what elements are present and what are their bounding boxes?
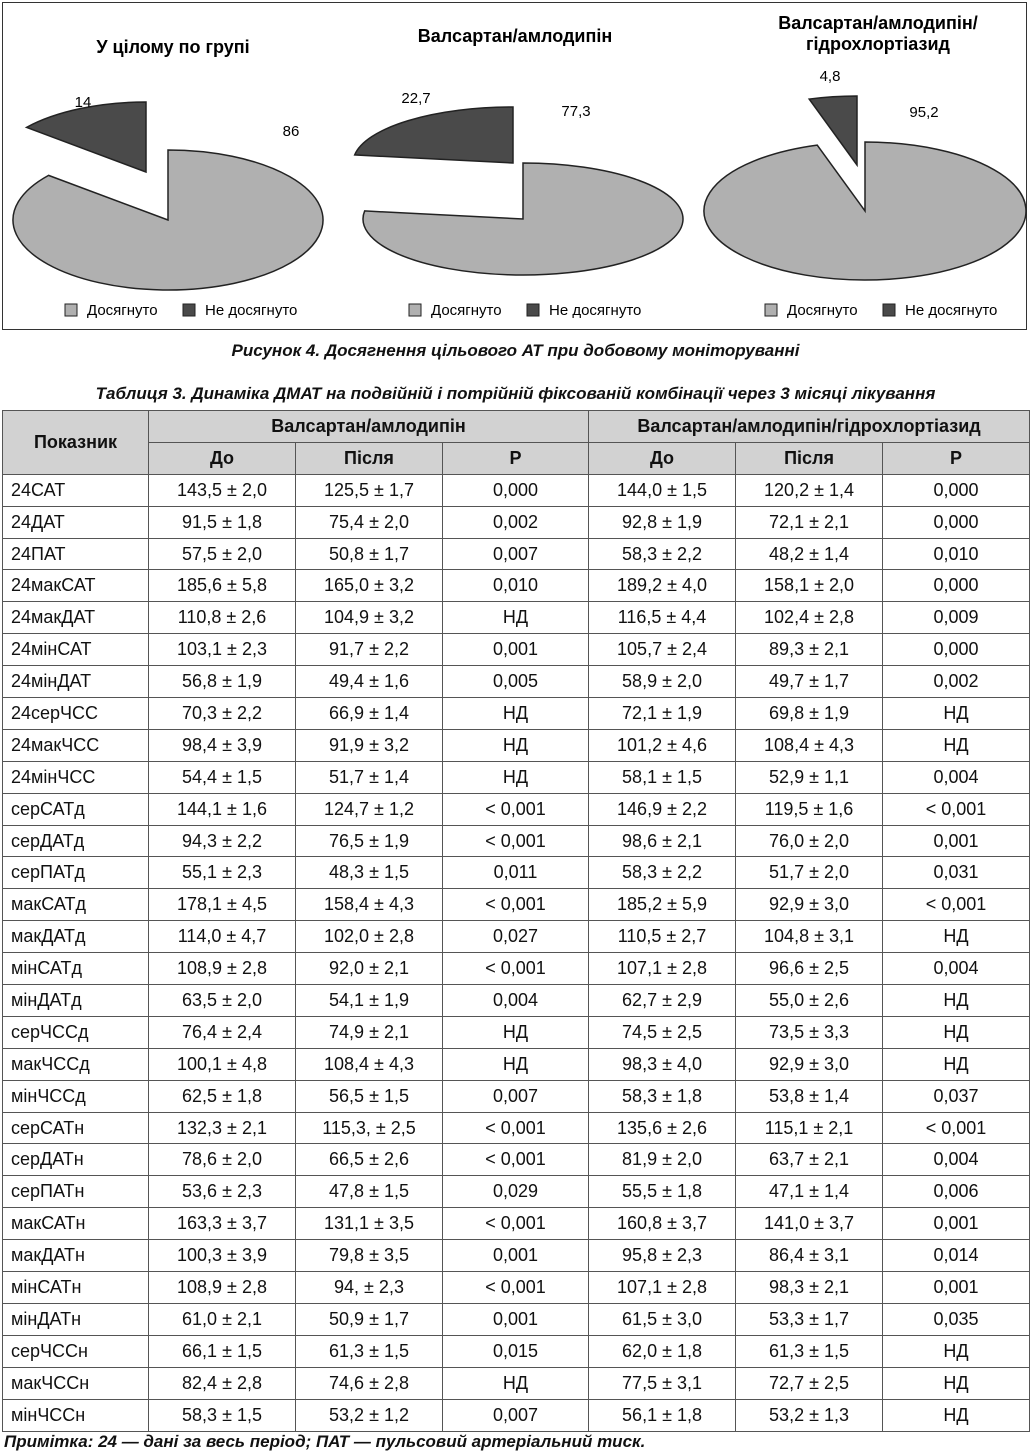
cell-before-2: 146,9 ± 2,2 <box>589 793 736 825</box>
cell-after-1: 131,1 ± 3,5 <box>296 1208 443 1240</box>
cell-p-2: НД <box>883 985 1030 1017</box>
table-row <box>3 825 1030 857</box>
legend-swatch <box>883 304 895 316</box>
cell-row-label: мінЧССд <box>3 1080 149 1112</box>
pie-data-label: 95,2 <box>909 104 939 121</box>
table-row <box>3 1048 1030 1080</box>
cell-after-2: 72,7 ± 2,5 <box>736 1367 883 1399</box>
pie-data-label: 77,3 <box>561 103 591 120</box>
cell-p-2: 0,000 <box>883 570 1030 602</box>
cell-row-label: 24макСАТ <box>3 570 149 602</box>
cell-after-1: 104,9 ± 3,2 <box>296 602 443 634</box>
cell-row-label: серЧССн <box>3 1335 149 1367</box>
cell-p-2: НД <box>883 1048 1030 1080</box>
pie-title: Валсартан/амлодипін/ <box>778 13 978 33</box>
cell-p-1: НД <box>443 761 589 793</box>
cell-before-1: 53,6 ± 2,3 <box>149 1176 296 1208</box>
cell-p-1: НД <box>443 1048 589 1080</box>
cell-before-1: 108,9 ± 2,8 <box>149 1272 296 1304</box>
cell-after-1: 74,6 ± 2,8 <box>296 1367 443 1399</box>
cell-after-1: 50,8 ± 1,7 <box>296 538 443 570</box>
table-row <box>3 1144 1030 1176</box>
cell-before-2: 72,1 ± 1,9 <box>589 698 736 730</box>
cell-after-1: 74,9 ± 2,1 <box>296 1016 443 1048</box>
cell-before-1: 58,3 ± 1,5 <box>149 1399 296 1431</box>
header-group-2: Валсартан/амлодипін/гідрохлортіазид <box>589 411 1030 443</box>
cell-p-1: 0,004 <box>443 985 589 1017</box>
cell-p-1: НД <box>443 1016 589 1048</box>
cell-before-1: 163,3 ± 3,7 <box>149 1208 296 1240</box>
cell-row-label: макСАТд <box>3 889 149 921</box>
legend-swatch <box>183 304 195 316</box>
cell-before-1: 76,4 ± 2,4 <box>149 1016 296 1048</box>
cell-before-2: 56,1 ± 1,8 <box>589 1399 736 1431</box>
cell-after-1: 48,3 ± 1,5 <box>296 857 443 889</box>
cell-p-2: < 0,001 <box>883 889 1030 921</box>
table-row <box>3 1112 1030 1144</box>
cell-p-2: 0,001 <box>883 1272 1030 1304</box>
cell-p-1: < 0,001 <box>443 889 589 921</box>
cell-before-2: 81,9 ± 2,0 <box>589 1144 736 1176</box>
cell-before-1: 63,5 ± 2,0 <box>149 985 296 1017</box>
cell-row-label: серЧССд <box>3 1016 149 1048</box>
cell-before-1: 70,3 ± 2,2 <box>149 698 296 730</box>
cell-p-1: < 0,001 <box>443 1272 589 1304</box>
table-row <box>3 761 1030 793</box>
table-row <box>3 1240 1030 1272</box>
cell-before-1: 91,5 ± 1,8 <box>149 506 296 538</box>
subheader-after-2: Після <box>736 442 883 474</box>
cell-row-label: 24мінСАТ <box>3 634 149 666</box>
cell-after-1: 53,2 ± 1,2 <box>296 1399 443 1431</box>
cell-before-1: 54,4 ± 1,5 <box>149 761 296 793</box>
cell-row-label: серДАТд <box>3 825 149 857</box>
cell-before-1: 61,0 ± 2,1 <box>149 1303 296 1335</box>
cell-p-2: 0,004 <box>883 761 1030 793</box>
cell-before-2: 62,0 ± 1,8 <box>589 1335 736 1367</box>
cell-row-label: макЧССн <box>3 1367 149 1399</box>
table-row <box>3 570 1030 602</box>
cell-p-1: 0,027 <box>443 921 589 953</box>
cell-before-2: 144,0 ± 1,5 <box>589 474 736 506</box>
cell-before-2: 101,2 ± 4,6 <box>589 729 736 761</box>
pie-slice-not-achieved <box>355 107 513 163</box>
cell-after-2: 53,2 ± 1,3 <box>736 1399 883 1431</box>
cell-row-label: макДАТн <box>3 1240 149 1272</box>
cell-after-2: 53,8 ± 1,4 <box>736 1080 883 1112</box>
pie-slice-achieved <box>13 150 323 290</box>
cell-after-2: 96,6 ± 2,5 <box>736 953 883 985</box>
cell-before-1: 62,5 ± 1,8 <box>149 1080 296 1112</box>
cell-after-2: 102,4 ± 2,8 <box>736 602 883 634</box>
cell-after-1: 75,4 ± 2,0 <box>296 506 443 538</box>
cell-before-2: 110,5 ± 2,7 <box>589 921 736 953</box>
cell-row-label: мінСАТн <box>3 1272 149 1304</box>
cell-before-2: 58,1 ± 1,5 <box>589 761 736 793</box>
cell-before-1: 110,8 ± 2,6 <box>149 602 296 634</box>
table-row <box>3 698 1030 730</box>
cell-before-1: 78,6 ± 2,0 <box>149 1144 296 1176</box>
table-row <box>3 1080 1030 1112</box>
cell-row-label: серСАТн <box>3 1112 149 1144</box>
cell-p-1: 0,010 <box>443 570 589 602</box>
subheader-before-2: До <box>589 442 736 474</box>
cell-after-2: 92,9 ± 3,0 <box>736 1048 883 1080</box>
cell-after-1: 115,3, ± 2,5 <box>296 1112 443 1144</box>
header-group-1: Валсартан/амлодипін <box>149 411 589 443</box>
pie-slice-achieved <box>363 163 683 275</box>
table-footnote: Примітка: 24 — дані за весь період; ПАТ — пульсовий артеріальний тиск. <box>4 1432 646 1451</box>
legend-label: Досягнуто <box>87 302 158 319</box>
cell-p-1: < 0,001 <box>443 825 589 857</box>
cell-before-1: 103,1 ± 2,3 <box>149 634 296 666</box>
cell-after-1: 61,3 ± 1,5 <box>296 1335 443 1367</box>
cell-before-1: 144,1 ± 1,6 <box>149 793 296 825</box>
pie-slice-achieved <box>704 142 1026 280</box>
cell-p-1: 0,000 <box>443 474 589 506</box>
cell-p-2: 0,035 <box>883 1303 1030 1335</box>
legend-swatch <box>65 304 77 316</box>
cell-before-1: 185,6 ± 5,8 <box>149 570 296 602</box>
table-row <box>3 793 1030 825</box>
cell-before-2: 77,5 ± 3,1 <box>589 1367 736 1399</box>
table-row <box>3 1399 1030 1431</box>
cell-row-label: макДАТд <box>3 921 149 953</box>
figure-panel <box>2 2 1027 330</box>
cell-after-1: 92,0 ± 2,1 <box>296 953 443 985</box>
cell-after-2: 141,0 ± 3,7 <box>736 1208 883 1240</box>
cell-row-label: серПАТд <box>3 857 149 889</box>
cell-row-label: 24мінДАТ <box>3 666 149 698</box>
cell-after-2: 115,1 ± 2,1 <box>736 1112 883 1144</box>
table-row <box>3 602 1030 634</box>
cell-p-2: НД <box>883 1399 1030 1431</box>
cell-p-1: < 0,001 <box>443 1112 589 1144</box>
cell-before-1: 132,3 ± 2,1 <box>149 1112 296 1144</box>
table-caption: Таблиця 3. Динаміка ДМАТ на подвійній і потрійній фіксованій комбінації через 3 місяці лікування <box>95 384 936 403</box>
results-table <box>2 410 1030 1432</box>
cell-after-2: 76,0 ± 2,0 <box>736 825 883 857</box>
table-row <box>3 953 1030 985</box>
cell-row-label: 24макЧСС <box>3 729 149 761</box>
subheader-after-1: Після <box>296 442 443 474</box>
cell-row-label: макСАТн <box>3 1208 149 1240</box>
cell-row-label: 24ДАТ <box>3 506 149 538</box>
cell-after-2: 47,1 ± 1,4 <box>736 1176 883 1208</box>
cell-before-1: 108,9 ± 2,8 <box>149 953 296 985</box>
cell-before-2: 58,9 ± 2,0 <box>589 666 736 698</box>
cell-p-2: 0,000 <box>883 506 1030 538</box>
cell-before-1: 114,0 ± 4,7 <box>149 921 296 953</box>
cell-after-2: 51,7 ± 2,0 <box>736 857 883 889</box>
cell-before-2: 58,3 ± 2,2 <box>589 857 736 889</box>
cell-p-2: 0,002 <box>883 666 1030 698</box>
table-row <box>3 634 1030 666</box>
cell-before-1: 100,3 ± 3,9 <box>149 1240 296 1272</box>
pie-data-label: 14 <box>74 94 92 111</box>
cell-before-1: 100,1 ± 4,8 <box>149 1048 296 1080</box>
cell-after-2: 104,8 ± 3,1 <box>736 921 883 953</box>
cell-after-1: 56,5 ± 1,5 <box>296 1080 443 1112</box>
cell-after-2: 49,7 ± 1,7 <box>736 666 883 698</box>
cell-after-2: 55,0 ± 2,6 <box>736 985 883 1017</box>
table-row <box>3 1335 1030 1367</box>
cell-p-2: 0,000 <box>883 634 1030 666</box>
cell-after-1: 51,7 ± 1,4 <box>296 761 443 793</box>
subheader-before-1: До <box>149 442 296 474</box>
legend-swatch <box>527 304 539 316</box>
cell-after-1: 125,5 ± 1,7 <box>296 474 443 506</box>
cell-p-1: НД <box>443 698 589 730</box>
cell-after-1: 124,7 ± 1,2 <box>296 793 443 825</box>
pie-charts-figure <box>3 3 1028 331</box>
cell-before-1: 66,1 ± 1,5 <box>149 1335 296 1367</box>
cell-p-2: 0,037 <box>883 1080 1030 1112</box>
cell-p-1: 0,001 <box>443 1303 589 1335</box>
pie-data-label: 4,8 <box>819 68 841 85</box>
cell-before-2: 58,3 ± 2,2 <box>589 538 736 570</box>
legend-label: Досягнуто <box>787 302 858 319</box>
cell-after-1: 66,9 ± 1,4 <box>296 698 443 730</box>
cell-before-1: 178,1 ± 4,5 <box>149 889 296 921</box>
cell-after-1: 91,9 ± 3,2 <box>296 729 443 761</box>
cell-before-2: 62,7 ± 2,9 <box>589 985 736 1017</box>
cell-p-2: 0,014 <box>883 1240 1030 1272</box>
cell-row-label: 24макДАТ <box>3 602 149 634</box>
cell-after-2: 98,3 ± 2,1 <box>736 1272 883 1304</box>
cell-p-1: < 0,001 <box>443 953 589 985</box>
cell-p-1: 0,002 <box>443 506 589 538</box>
pie-data-label: 86 <box>282 123 300 140</box>
cell-p-2: 0,010 <box>883 538 1030 570</box>
cell-after-1: 47,8 ± 1,5 <box>296 1176 443 1208</box>
cell-before-2: 185,2 ± 5,9 <box>589 889 736 921</box>
legend-swatch <box>409 304 421 316</box>
cell-before-1: 56,8 ± 1,9 <box>149 666 296 698</box>
legend-label: Не досягнуто <box>549 302 642 319</box>
cell-before-1: 55,1 ± 2,3 <box>149 857 296 889</box>
cell-row-label: мінСАТд <box>3 953 149 985</box>
cell-row-label: серСАТд <box>3 793 149 825</box>
cell-p-1: НД <box>443 1367 589 1399</box>
cell-before-2: 55,5 ± 1,8 <box>589 1176 736 1208</box>
cell-p-2: НД <box>883 1335 1030 1367</box>
cell-after-1: 108,4 ± 4,3 <box>296 1048 443 1080</box>
cell-p-2: 0,001 <box>883 825 1030 857</box>
cell-after-2: 92,9 ± 3,0 <box>736 889 883 921</box>
cell-after-1: 79,8 ± 3,5 <box>296 1240 443 1272</box>
cell-before-2: 105,7 ± 2,4 <box>589 634 736 666</box>
cell-before-2: 160,8 ± 3,7 <box>589 1208 736 1240</box>
table-row <box>3 1176 1030 1208</box>
cell-before-2: 92,8 ± 1,9 <box>589 506 736 538</box>
cell-before-2: 74,5 ± 2,5 <box>589 1016 736 1048</box>
cell-row-label: 24мінЧСС <box>3 761 149 793</box>
table-row <box>3 921 1030 953</box>
table-row <box>3 729 1030 761</box>
cell-before-2: 107,1 ± 2,8 <box>589 1272 736 1304</box>
cell-p-1: 0,007 <box>443 1080 589 1112</box>
cell-row-label: серПАТн <box>3 1176 149 1208</box>
pie-title: У цілому по групі <box>96 37 250 57</box>
table-body <box>3 474 1030 1431</box>
cell-p-2: НД <box>883 729 1030 761</box>
cell-p-1: 0,007 <box>443 1399 589 1431</box>
cell-after-2: 89,3 ± 2,1 <box>736 634 883 666</box>
cell-row-label: 24ПАТ <box>3 538 149 570</box>
legend-label: Досягнуто <box>431 302 502 319</box>
cell-row-label: мінДАТн <box>3 1303 149 1335</box>
table-row <box>3 1303 1030 1335</box>
cell-before-1: 82,4 ± 2,8 <box>149 1367 296 1399</box>
cell-p-1: 0,029 <box>443 1176 589 1208</box>
cell-p-2: НД <box>883 698 1030 730</box>
cell-after-1: 165,0 ± 3,2 <box>296 570 443 602</box>
table-row <box>3 1272 1030 1304</box>
table-row <box>3 985 1030 1017</box>
cell-row-label: мінДАТд <box>3 985 149 1017</box>
table-row <box>3 538 1030 570</box>
cell-after-2: 63,7 ± 2,1 <box>736 1144 883 1176</box>
table-row <box>3 1367 1030 1399</box>
cell-row-label: мінЧССн <box>3 1399 149 1431</box>
table-row <box>3 506 1030 538</box>
cell-row-label: серДАТн <box>3 1144 149 1176</box>
cell-p-2: 0,009 <box>883 602 1030 634</box>
cell-after-2: 120,2 ± 1,4 <box>736 474 883 506</box>
cell-p-2: 0,004 <box>883 1144 1030 1176</box>
pie-slice-not-achieved <box>27 102 146 172</box>
cell-before-2: 98,3 ± 4,0 <box>589 1048 736 1080</box>
cell-after-1: 66,5 ± 2,6 <box>296 1144 443 1176</box>
cell-before-1: 143,5 ± 2,0 <box>149 474 296 506</box>
cell-before-1: 57,5 ± 2,0 <box>149 538 296 570</box>
cell-after-1: 49,4 ± 1,6 <box>296 666 443 698</box>
cell-p-1: 0,015 <box>443 1335 589 1367</box>
cell-p-2: 0,006 <box>883 1176 1030 1208</box>
table-row <box>3 889 1030 921</box>
cell-after-2: 61,3 ± 1,5 <box>736 1335 883 1367</box>
cell-row-label: макЧССд <box>3 1048 149 1080</box>
cell-p-2: НД <box>883 921 1030 953</box>
subheader-p-2: P <box>883 442 1030 474</box>
cell-after-2: 52,9 ± 1,1 <box>736 761 883 793</box>
cell-p-1: 0,001 <box>443 1240 589 1272</box>
cell-before-1: 98,4 ± 3,9 <box>149 729 296 761</box>
cell-p-1: 0,001 <box>443 634 589 666</box>
table-row <box>3 474 1030 506</box>
pie-title: Валсартан/амлодипін <box>417 26 613 46</box>
cell-after-1: 50,9 ± 1,7 <box>296 1303 443 1335</box>
cell-after-2: 73,5 ± 3,3 <box>736 1016 883 1048</box>
cell-row-label: 24САТ <box>3 474 149 506</box>
cell-p-2: 0,001 <box>883 1208 1030 1240</box>
cell-p-1: 0,005 <box>443 666 589 698</box>
legend-label: Не досягнуто <box>205 302 298 319</box>
cell-p-1: < 0,001 <box>443 1208 589 1240</box>
cell-before-2: 61,5 ± 3,0 <box>589 1303 736 1335</box>
cell-after-2: 72,1 ± 2,1 <box>736 506 883 538</box>
pie-title: гідрохлортіазид <box>806 34 950 54</box>
cell-row-label: 24серЧСС <box>3 698 149 730</box>
cell-p-2: НД <box>883 1367 1030 1399</box>
cell-after-2: 119,5 ± 1,6 <box>736 793 883 825</box>
figure-caption: Рисунок 4. Досягнення цільового АТ при добовому моніторуванні <box>231 341 800 360</box>
cell-p-1: < 0,001 <box>443 1144 589 1176</box>
cell-after-1: 91,7 ± 2,2 <box>296 634 443 666</box>
cell-after-2: 69,8 ± 1,9 <box>736 698 883 730</box>
cell-after-2: 86,4 ± 3,1 <box>736 1240 883 1272</box>
table-row <box>3 1016 1030 1048</box>
cell-after-1: 54,1 ± 1,9 <box>296 985 443 1017</box>
cell-p-2: 0,031 <box>883 857 1030 889</box>
cell-before-1: 94,3 ± 2,2 <box>149 825 296 857</box>
cell-before-2: 95,8 ± 2,3 <box>589 1240 736 1272</box>
legend-swatch <box>765 304 777 316</box>
cell-after-1: 158,4 ± 4,3 <box>296 889 443 921</box>
cell-p-2: < 0,001 <box>883 793 1030 825</box>
cell-p-1: < 0,001 <box>443 793 589 825</box>
cell-after-2: 158,1 ± 2,0 <box>736 570 883 602</box>
cell-before-2: 135,6 ± 2,6 <box>589 1112 736 1144</box>
cell-before-2: 58,3 ± 1,8 <box>589 1080 736 1112</box>
pie-data-label: 22,7 <box>401 90 431 107</box>
cell-p-2: НД <box>883 1016 1030 1048</box>
cell-before-2: 189,2 ± 4,0 <box>589 570 736 602</box>
cell-after-1: 94, ± 2,3 <box>296 1272 443 1304</box>
cell-p-1: НД <box>443 602 589 634</box>
table-row <box>3 857 1030 889</box>
legend-label: Не досягнуто <box>905 302 998 319</box>
cell-p-1: 0,007 <box>443 538 589 570</box>
cell-before-2: 107,1 ± 2,8 <box>589 953 736 985</box>
cell-after-2: 53,3 ± 1,7 <box>736 1303 883 1335</box>
header-indicator: Показник <box>3 411 149 475</box>
table-row <box>3 666 1030 698</box>
cell-after-1: 76,5 ± 1,9 <box>296 825 443 857</box>
cell-after-1: 102,0 ± 2,8 <box>296 921 443 953</box>
cell-p-1: НД <box>443 729 589 761</box>
cell-p-2: < 0,001 <box>883 1112 1030 1144</box>
cell-p-1: 0,011 <box>443 857 589 889</box>
cell-after-2: 108,4 ± 4,3 <box>736 729 883 761</box>
cell-after-2: 48,2 ± 1,4 <box>736 538 883 570</box>
cell-before-2: 98,6 ± 2,1 <box>589 825 736 857</box>
cell-before-2: 116,5 ± 4,4 <box>589 602 736 634</box>
cell-p-2: 0,004 <box>883 953 1030 985</box>
cell-p-2: 0,000 <box>883 474 1030 506</box>
table-row <box>3 1208 1030 1240</box>
subheader-p-1: P <box>443 442 589 474</box>
